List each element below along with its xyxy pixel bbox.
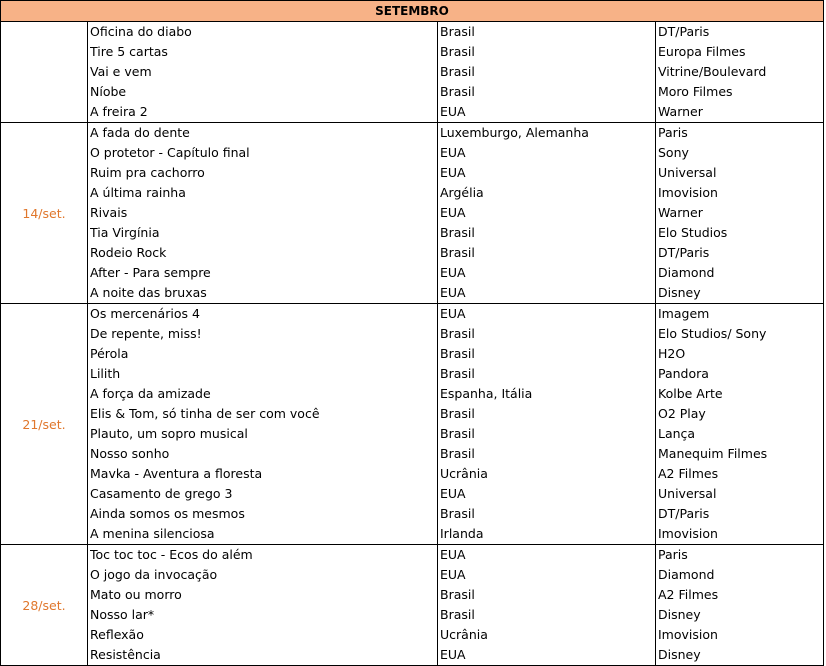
movie-title: A freira 2: [90, 104, 148, 119]
movie-country: Argélia: [440, 185, 484, 200]
movie-title: Ruim pra cachorro: [90, 165, 205, 180]
movie-country: EUA: [440, 285, 466, 300]
movie-country: EUA: [440, 486, 466, 501]
movie-distributor: Paris: [658, 547, 688, 562]
movie-title: Lilith: [90, 366, 121, 381]
movie-title: Rodeio Rock: [90, 245, 167, 260]
movie-distributor: Paris: [658, 125, 688, 140]
movie-distributor: A2 Filmes: [658, 587, 719, 602]
movie-title: Mavka - Aventura a floresta: [90, 466, 263, 481]
movie-country: Brasil: [440, 426, 475, 441]
date-group: [0, 22, 824, 123]
movie-title: Níobe: [90, 84, 127, 99]
column-divider: [823, 123, 824, 303]
movie-distributor: A2 Filmes: [658, 466, 719, 481]
movie-country: EUA: [440, 567, 466, 582]
movie-country: Brasil: [440, 446, 475, 461]
movie-title: Tia Virgínia: [90, 225, 160, 240]
movie-distributor: O2 Play: [658, 406, 706, 421]
movie-title: A noite das bruxas: [90, 285, 207, 300]
movie-distributor: Vitrine/Boulevard: [658, 64, 767, 79]
movie-distributor: DT/Paris: [658, 24, 710, 39]
release-date: 28/set.: [0, 545, 88, 665]
movie-title: After - Para sempre: [90, 265, 211, 280]
column-divider: [655, 304, 656, 544]
movie-title: Mato ou morro: [90, 587, 182, 602]
movie-distributor: DT/Paris: [658, 506, 710, 521]
release-date: 14/set.: [0, 123, 88, 303]
movie-distributor: Warner: [658, 104, 703, 119]
movie-distributor: Imagem: [658, 306, 710, 321]
movie-title: Elis & Tom, só tinha de ser com você: [90, 406, 320, 421]
movie-country: Brasil: [440, 607, 475, 622]
movie-country: Brasil: [440, 346, 475, 361]
movie-country: Brasil: [440, 44, 475, 59]
column-divider: [823, 304, 824, 544]
release-date: 21/set.: [0, 304, 88, 544]
column-divider: [823, 545, 824, 665]
movie-distributor: Imovision: [658, 627, 718, 642]
movie-country: EUA: [440, 647, 466, 662]
movie-distributor: Elo Studios: [658, 225, 728, 240]
movie-country: EUA: [440, 104, 466, 119]
movie-country: Espanha, Itália: [440, 386, 533, 401]
movie-country: EUA: [440, 145, 466, 160]
movie-distributor: Elo Studios/ Sony: [658, 326, 767, 341]
movie-distributor: Moro Filmes: [658, 84, 733, 99]
movie-country: Ucrânia: [440, 627, 488, 642]
movie-title: Vai e vem: [90, 64, 152, 79]
movie-distributor: Disney: [658, 607, 701, 622]
movie-title: A fada do dente: [90, 125, 190, 140]
column-divider: [655, 123, 656, 303]
movie-title: Tire 5 cartas: [90, 44, 168, 59]
movie-distributor: DT/Paris: [658, 245, 710, 260]
movie-country: Brasil: [440, 225, 475, 240]
movie-title: Rivais: [90, 205, 128, 220]
movie-distributor: Diamond: [658, 265, 715, 280]
movie-title: Plauto, um sopro musical: [90, 426, 248, 441]
movie-title: Resistência: [90, 647, 161, 662]
date-group: [0, 545, 824, 666]
movie-distributor: Disney: [658, 647, 701, 662]
movie-distributor: Warner: [658, 205, 703, 220]
movie-country: Brasil: [440, 406, 475, 421]
column-divider: [655, 545, 656, 665]
movie-title: Oficina do diabo: [90, 24, 192, 39]
movie-country: Brasil: [440, 24, 475, 39]
movie-distributor: Disney: [658, 285, 701, 300]
movie-distributor: Lança: [658, 426, 696, 441]
movie-distributor: Imovision: [658, 526, 718, 541]
movie-title: Toc toc toc - Ecos do além: [90, 547, 253, 562]
movie-title: Pérola: [90, 346, 129, 361]
movie-distributor: Universal: [658, 486, 717, 501]
movie-country: Brasil: [440, 84, 475, 99]
date-group: [0, 304, 824, 545]
movie-distributor: Pandora: [658, 366, 709, 381]
movie-country: EUA: [440, 547, 466, 562]
movie-country: Brasil: [440, 587, 475, 602]
release-date: [0, 22, 88, 122]
movie-title: O protetor - Capítulo final: [90, 145, 250, 160]
movie-title: De repente, miss!: [90, 326, 202, 341]
movie-title: Nosso sonho: [90, 446, 170, 461]
movie-distributor: Diamond: [658, 567, 715, 582]
movie-distributor: H2O: [658, 346, 686, 361]
movie-country: Brasil: [440, 64, 475, 79]
column-divider: [437, 545, 438, 665]
movie-country: Luxemburgo, Alemanha: [440, 125, 589, 140]
movie-distributor: Manequim Filmes: [658, 446, 768, 461]
movie-title: Os mercenários 4: [90, 306, 200, 321]
month-header: SETEMBRO: [0, 0, 824, 22]
movie-country: Brasil: [440, 326, 475, 341]
column-divider: [437, 22, 438, 122]
movie-country: EUA: [440, 205, 466, 220]
movie-title: A menina silenciosa: [90, 526, 215, 541]
movie-distributor: Sony: [658, 145, 689, 160]
movie-title: Nosso lar*: [90, 607, 155, 622]
movie-country: Brasil: [440, 245, 475, 260]
movie-distributor: Europa Filmes: [658, 44, 746, 59]
movie-distributor: Imovision: [658, 185, 718, 200]
movie-country: EUA: [440, 165, 466, 180]
movie-distributor: Kolbe Arte: [658, 386, 723, 401]
movie-country: Brasil: [440, 366, 475, 381]
movie-title: A força da amizade: [90, 386, 211, 401]
column-divider: [823, 22, 824, 122]
movie-title: Ainda somos os mesmos: [90, 506, 245, 521]
movie-title: O jogo da invocação: [90, 567, 218, 582]
movie-title: A última rainha: [90, 185, 186, 200]
movie-title: Reflexão: [90, 627, 144, 642]
movie-country: Ucrânia: [440, 466, 488, 481]
movie-title: Casamento de grego 3: [90, 486, 233, 501]
movie-distributor: Universal: [658, 165, 717, 180]
column-divider: [437, 304, 438, 544]
movie-country: Brasil: [440, 506, 475, 521]
movie-country: Irlanda: [440, 526, 484, 541]
column-divider: [437, 123, 438, 303]
date-group: [0, 123, 824, 304]
movie-country: EUA: [440, 265, 466, 280]
column-divider: [655, 22, 656, 122]
movie-country: EUA: [440, 306, 466, 321]
